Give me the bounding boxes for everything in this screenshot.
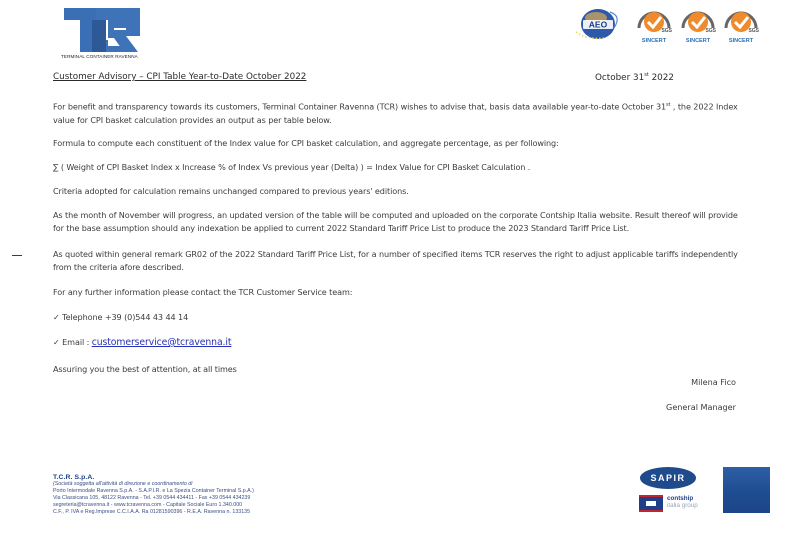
sgs-sincert-logo-3 [720,4,762,44]
email-label: ✓ Email : [53,337,92,347]
margin-mark [12,255,22,256]
sgs-sincert-logo-1 [633,4,675,44]
sapir-logo: SAPIR [640,467,696,489]
signature-role: General Manager [666,402,736,412]
criteria-paragraph: Criteria adopted for calculation remains unchanged compared to previous years' editions. [53,186,409,196]
svg-text:AEO: AEO [588,19,608,30]
globe-icon [566,4,624,44]
intro-ordinal: st [666,102,671,108]
tcr-logo [62,6,142,54]
sgs-mark: SGS [661,28,672,34]
november-paragraph: As the month of November will progress, an updated version of the table will be computed and uploaded on the corporate Contship Italia website. Result thereof will provide for the base assumption should any indexation be applied to current 2022 Standard Tariff Price List to produce the 2023 Standard Tariff Price List. [53,210,738,233]
contship-icon [639,495,663,512]
contship-logo [667,495,698,509]
contact-intro: For any further information please contact the TCR Customer Service team: [53,287,353,297]
signature-name: Milena Fico [691,377,736,387]
date-year: 2022 [648,72,674,83]
footer-company-info [53,474,353,516]
closing-line: Assuring you the best of attention, at all times [53,364,237,374]
gr02-paragraph: As quoted within general remark GR02 of the 2022 Standard Tariff Price List, for a number of specified items TCR reserves the right to adjust applicable tariffs independently from the criteria afore described. [53,249,738,272]
contship-group: italia group [667,502,698,509]
footer-line: Porto Intermodale Ravenna S.p.A. - S.A.P.I.R. e La Spezia Container Terminal S.p.A.) [53,488,254,494]
sincert-label: SINCERT [685,38,711,44]
email-link[interactable]: customerservice@tcravenna.it [91,337,232,348]
aeo-logo [566,4,608,44]
footer-line: (Società soggetta all'attività di direzione e coordinamento di [53,481,193,487]
footer-company-name: T.C.R. S.p.A. [53,474,95,481]
sgs-mark: SGS [705,28,716,34]
footer-line: Via Classicana 105, 48122 Ravenna - Tel. +39 0544 434411 - Fax +39 0544 434239 [53,495,251,501]
contship-name: contship [667,495,694,502]
intro-paragraph [53,99,743,127]
footer-line: segreteria@tcravenna.it - www.tcravenna.com - Capitale Sociale Euro 1.340.000 [53,502,243,508]
blue-logo-square [723,467,770,513]
document-date [595,72,674,83]
email-line [53,336,743,349]
date-ordinal: st [644,72,649,78]
logo-caption: TERMINAL CONTAINER RAVENNA [61,54,138,59]
formula-intro: Formula to compute each constituent of the Index value for CPI basket calculation, and aggregate percentage, as per following: [53,138,559,148]
formula: ∑ ( Weight of CPI Basket Index x Increase % of Index Vs previous year (Delta) ) = Index Value for CPI Basket Calculation . [53,162,531,172]
footer-line: C.F., P. IVA e Reg.Imprese C.C.I.A.A. Ra 01281590396 - R.E.A. Ravenna n. 133135 [53,509,251,515]
date-day: October 31 [595,72,645,83]
intro-text-2: , the 2022 Index value for CPI basket calculation provides an output as per table below. [53,101,738,125]
sincert-label: SINCERT [728,38,754,44]
sincert-label: SINCERT [641,38,667,44]
sgs-mark: SGS [748,28,759,34]
sgs-sincert-logo-2 [677,4,719,44]
telephone-line: ✓ Telephone +39 (0)544 43 44 14 [53,312,189,322]
intro-text-1: For benefit and transparency towards its customers, Terminal Container Ravenna (TCR) wishes to advise that, basis data available year-to-date October 31 [53,101,667,112]
document-title: Customer Advisory – CPI Table Year-to-Date October 2022 [53,72,307,82]
